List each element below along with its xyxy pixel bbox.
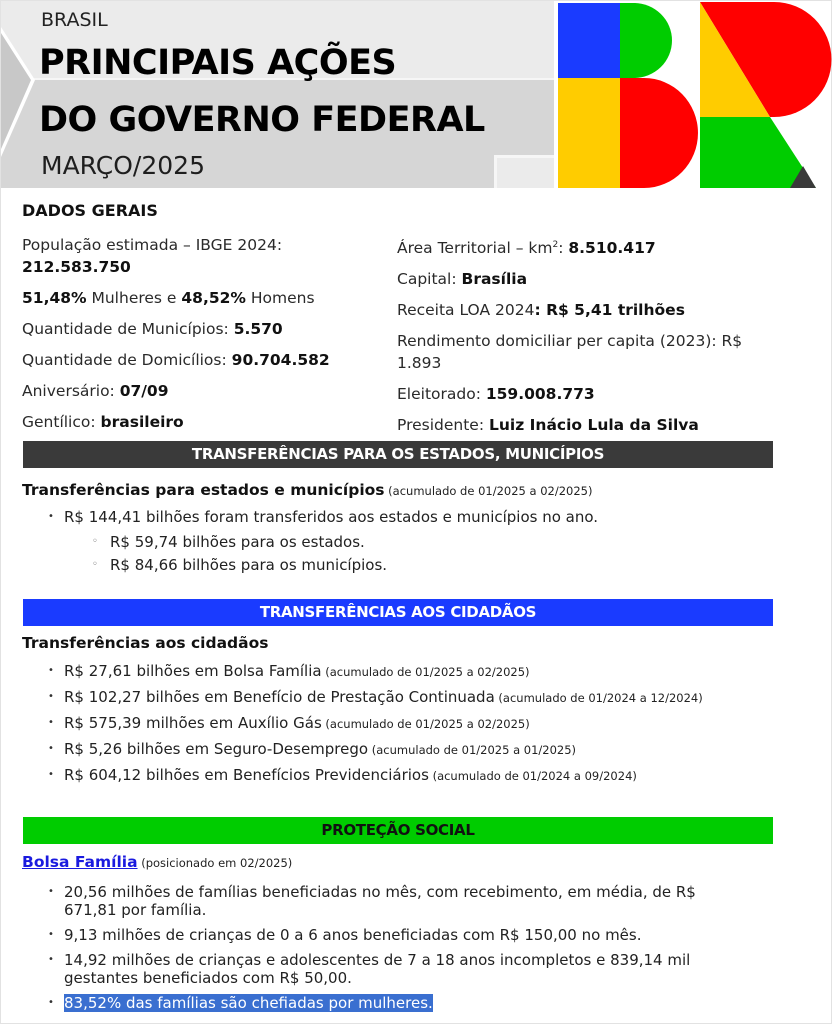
header-title-line2: DO GOVERNO FEDERAL: [39, 100, 485, 140]
header-period: MARÇO/2025: [41, 151, 205, 180]
aniversario-label: Aniversário:: [22, 382, 120, 400]
bolsa-familia-note: (posicionado em 02/2025): [137, 856, 293, 870]
logo-b-green: [620, 3, 672, 78]
estados-section-title: [22, 481, 592, 499]
list-item: • 20,56 milhões de famílias beneficiadas no mês, com recebimento, em média, de R$ 671,81 por família.: [44, 883, 734, 919]
list-item: [44, 766, 703, 785]
list-item: [44, 714, 703, 733]
presidente-label: Presidente:: [397, 416, 489, 434]
rendimento-row: [397, 330, 767, 374]
list-item: [44, 662, 703, 681]
list-item: [44, 994, 734, 1012]
gentilico-label: Gentílico:: [22, 413, 101, 431]
section-bar-protecao: PROTEÇÃO SOCIAL: [23, 817, 773, 844]
homens-value: 48,52%: [181, 289, 246, 307]
logo-b-red: [620, 78, 698, 188]
protecao-list: [44, 883, 734, 1019]
estados-title-note: (acumulado de 01/2025 a 02/2025): [384, 484, 593, 498]
domicilios-label: Quantidade de Domicílios:: [22, 351, 232, 369]
header-banner: [1, 1, 554, 188]
dados-gerais-title: DADOS GERAIS: [22, 201, 158, 220]
item-text: R$ 5,26 bilhões em Seguro-Desemprego: [64, 740, 369, 758]
populacao-row: [22, 234, 392, 278]
rendimento-label: Rendimento domiciliar per capita (2023): R$ 1.893: [397, 332, 743, 372]
dados-gerais-left: [22, 234, 392, 442]
receita-row: [397, 299, 777, 321]
municipios-row: [22, 318, 392, 340]
estados-list: [44, 508, 598, 579]
area-row: [397, 234, 777, 259]
domicilios-value: 90.704.582: [231, 351, 330, 369]
eleitorado-label: Eleitorado:: [397, 385, 486, 403]
item-note: (acumulado de 01/2025 a 01/2025): [368, 743, 577, 757]
capital-label: Capital:: [397, 270, 462, 288]
receita-label: Receita LOA 2024: [397, 301, 535, 319]
list-item: [44, 688, 703, 707]
br-logo-icon: [554, 0, 832, 190]
item-note: (acumulado de 01/2024 a 09/2024): [428, 769, 637, 783]
item-note: (acumulado de 01/2025 a 02/2025): [321, 665, 530, 679]
gentilico-row: [22, 411, 392, 433]
list-item: • 9,13 milhões de crianças de 0 a 6 anos beneficiadas com R$ 150,00 no mês.: [44, 926, 734, 944]
populacao-label: População estimada – IBGE 2024:: [22, 236, 283, 254]
aniversario-row: [22, 380, 392, 402]
cidadaos-list: [44, 662, 703, 792]
area-sup: 2: [552, 240, 559, 250]
chevron-arrow-icon: [1, 27, 41, 167]
populacao-value: 212.583.750: [22, 258, 131, 276]
item-text: R$ 102,27 bilhões em Benefício de Prestação Continuada: [64, 688, 495, 706]
capital-value: Brasília: [461, 270, 528, 288]
item-note: (acumulado de 01/2024 a 12/2024): [494, 691, 703, 705]
municipios-label: Quantidade de Municípios:: [22, 320, 234, 338]
bolsa-familia-link[interactable]: Bolsa Família: [22, 853, 138, 871]
section-bar-estados: TRANSFERÊNCIAS PARA OS ESTADOS, MUNICÍPIOS: [23, 441, 773, 468]
area-label: Área Territorial – km: [397, 239, 553, 257]
logo-b-blue: [558, 3, 620, 78]
dados-gerais-right: [397, 234, 777, 445]
item-text: R$ 604,12 bilhões em Benefícios Previdenciários: [64, 766, 429, 784]
mulheres-label: Mulheres e: [86, 289, 182, 307]
estados-title-text: Transferências para estados e municípios: [22, 481, 385, 499]
cidadaos-section-title: Transferências aos cidadãos: [22, 634, 269, 652]
presidente-row: [397, 414, 777, 436]
area-value: 8.510.417: [568, 239, 656, 257]
mulheres-value: 51,48%: [22, 289, 87, 307]
area-colon: :: [558, 239, 569, 257]
list-subitem: ◦ R$ 59,74 bilhões para os estados.: [44, 533, 598, 551]
eleitorado-value: 159.008.773: [485, 385, 595, 403]
selected-text[interactable]: 83,52% das famílias são chefiadas por mulheres.: [64, 994, 433, 1012]
eleitorado-row: [397, 383, 777, 405]
header-title-line1: PRINCIPAIS AÇÕES: [39, 43, 397, 83]
list-item: • R$ 144,41 bilhões foram transferidos aos estados e municípios no ano.: [44, 508, 598, 526]
item-text: R$ 27,61 bilhões em Bolsa Família: [64, 662, 322, 680]
list-item: [44, 740, 703, 759]
item-text: R$ 575,39 milhões em Auxílio Gás: [64, 714, 322, 732]
header-country: BRASIL: [41, 9, 108, 31]
logo-b-yellow: [558, 78, 620, 188]
header-corner-square: [494, 155, 554, 188]
municipios-value: 5.570: [233, 320, 283, 338]
list-item: • 14,92 milhões de crianças e adolescentes de 7 a 18 anos incompletos e 839,14 mil gestantes beneficiados com R$ 50,00.: [44, 951, 734, 987]
presidente-value: Luiz Inácio Lula da Silva: [489, 416, 699, 434]
genero-row: [22, 287, 392, 309]
item-note: (acumulado de 01/2025 a 02/2025): [321, 717, 530, 731]
capital-row: [397, 268, 777, 290]
gentilico-value: brasileiro: [100, 413, 184, 431]
section-bar-cidadaos: TRANSFERÊNCIAS AOS CIDADÃOS: [23, 599, 773, 626]
list-subitem: ◦ R$ 84,66 bilhões para os municípios.: [44, 556, 598, 574]
domicilios-row: [22, 349, 392, 371]
aniversario-value: 07/09: [119, 382, 169, 400]
homens-label: Homens: [245, 289, 315, 307]
receita-value: : R$ 5,41 trilhões: [534, 301, 685, 319]
protecao-section-title: [22, 853, 292, 871]
